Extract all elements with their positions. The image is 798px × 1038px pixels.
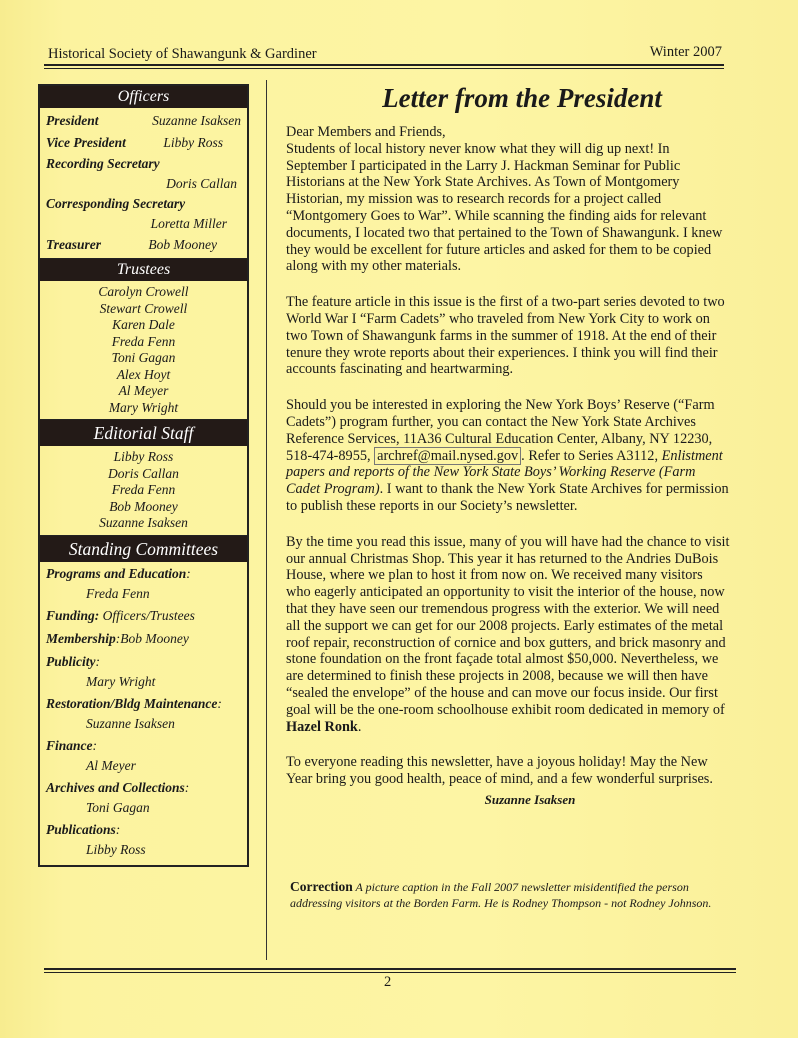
committee-member: Al Meyer <box>86 757 136 773</box>
paragraph-text: By the time you read this issue, many of you will have had the chance to visit our annual Christmas Shop. This year it has returned to the Andries DuBois House, where we plan to host it from now on. We received many visitors who eagerly anticipated an opportunity to visit the interior of the house, now that they have seen our tremendous progress with the exterior. We will need all the support we can get for our 2008 projects. Early estimates of the metal roof repair, reconstruction of cornice and box gutters, and brick masonry and stone foundation on the front façade total almost $50,000. Nevertheless, we are determined to finish these projects in 2008, because we will then have “sealed the envelope” of the house and can move our focus inside. Our first goal will be the one-room schoolhouse exhibit room dedicated in memory of <box>286 533 730 718</box>
archives-email-link[interactable]: archref@mail.nysed.gov <box>374 447 521 465</box>
committee-restoration <box>46 694 241 733</box>
editor-name: Suzanne Isaksen <box>99 515 188 530</box>
page-number: 2 <box>384 974 392 990</box>
officer-role: Vice President <box>46 135 126 150</box>
officer-role: President <box>46 113 99 128</box>
header-rule <box>44 64 724 66</box>
committee-colon: : <box>186 565 191 581</box>
trustee-name: Al Meyer <box>118 383 169 398</box>
correction-notice <box>290 879 732 911</box>
officer-name: Suzanne Isaksen <box>152 113 241 128</box>
committee-membership <box>46 629 241 649</box>
correction-text: A picture caption in the Fall 2007 newsletter misidentified the person addressing visitors at the Borden Farm. He is Rodney Thompson - not Rodney Johnson. <box>290 880 712 910</box>
committee-member: Suzanne Isaksen <box>86 715 175 731</box>
letter-paragraph: To everyone reading this newsletter, have a joyous holiday! May the New Year bring you good health, peace of mind, and a few wonderful surprises. <box>286 754 713 788</box>
officer-role: Recording Secretary <box>46 156 160 171</box>
committee-member: Mary Wright <box>86 673 156 689</box>
officer-name: Bob Mooney <box>148 237 217 252</box>
editor-name: Bob Mooney <box>109 498 178 514</box>
committee-member: Toni Gagan <box>86 799 150 815</box>
letter-paragraph <box>286 397 730 515</box>
editor-name: Freda Fenn <box>111 482 176 497</box>
committee-label: Finance <box>46 737 93 753</box>
letter-greeting: Dear Members and Friends, <box>286 124 446 140</box>
editor-name: Libby Ross <box>113 449 174 464</box>
letter-signature: Suzanne Isaksen <box>484 791 576 807</box>
editorial-list <box>40 446 247 536</box>
paragraph-text: . Refer to Series A3112, <box>521 447 659 464</box>
committee-programs <box>46 564 241 603</box>
committee-funding <box>46 606 241 626</box>
committee-member: Officers/Trustees <box>102 607 195 623</box>
committee-label: Restoration/Bldg Maintenance <box>46 695 218 711</box>
trustee-name: Toni Gagan <box>111 350 176 365</box>
editorial-heading: Editorial Staff <box>40 420 247 446</box>
officer-name: Libby Ross <box>163 135 223 150</box>
trustee-name: Karen Dale <box>112 317 175 332</box>
editor-name: Doris Callan <box>108 465 179 481</box>
trustee-name: Alex Hoyt <box>116 366 171 382</box>
correction-label: Correction <box>290 879 353 894</box>
officer-row <box>46 110 241 132</box>
footer-rule <box>44 968 736 970</box>
footer-rule-thin <box>44 972 736 973</box>
committee-label: Archives and Collections <box>46 779 185 795</box>
officer-role: Corresponding Secretary <box>46 196 186 211</box>
column-divider <box>266 80 267 960</box>
committee-colon: : <box>115 821 121 837</box>
officers-list <box>40 108 247 259</box>
committee-member: :Bob Mooney <box>115 630 189 646</box>
committee-member: Libby Ross <box>86 841 146 857</box>
letter-paragraph <box>286 534 730 736</box>
trustee-name: Freda Fenn <box>111 333 176 349</box>
committee-member: Freda Fenn <box>86 585 150 601</box>
committee-archives <box>46 778 241 817</box>
committee-colon: : <box>217 695 222 711</box>
letter-title: Letter from the President <box>382 83 662 113</box>
trustees-heading: Trustees <box>40 259 247 281</box>
committee-label: Membership <box>46 630 116 646</box>
trustee-name: Mary Wright <box>108 399 179 415</box>
society-name: Historical Society of Shawangunk & Gardiner <box>48 46 317 62</box>
committee-label: Publications <box>46 821 116 837</box>
sidebar-box <box>38 84 249 867</box>
committees-list <box>40 562 247 865</box>
officer-role: Treasurer <box>46 237 102 252</box>
committee-colon: : <box>92 737 98 753</box>
trustee-name: Stewart Crowell <box>99 300 188 316</box>
committee-publicity <box>46 652 241 691</box>
committee-finance <box>46 736 241 775</box>
letter-paragraph: The feature article in this issue is the first of a two-part series devoted to two World War I “Farm Cadets” who traveled from New York City to work on two Town of Shawangunk farms in the summer of 1918. At the end of their tenure they wrote reports about their experiences. I think you will find their accounts fascinating and heartwarming. <box>286 294 725 378</box>
committee-colon: : <box>184 779 190 795</box>
committee-label: Programs and Education <box>46 565 187 581</box>
issue-date: Winter 2007 <box>649 44 722 60</box>
paragraph-text: . <box>357 718 362 735</box>
paragraph-text: . I want to thank the New York State Archives for permission to publish these reports in our Society’s newsletter. <box>286 481 729 514</box>
committee-label: Publicity <box>46 653 96 669</box>
trustees-list <box>40 281 247 420</box>
letter-paragraph: Students of local history never know what they will dig up next! In September I participated in the Larry J. Hackman Seminar for Public Historians at the New York State Archives. As Town of Montgomery Historian, my mission was to research records for a project called “Montgomery Goes to War”. While scanning the finding aids for relevant documents, I located two that pertained to the Town of Shawangunk. I knew they would be excellent for future articles and asked for them to be copied along with my other materials. <box>286 140 723 275</box>
officer-name: Loretta Miller <box>150 216 227 231</box>
trustee-name: Carolyn Crowell <box>98 284 189 299</box>
memorial-name: Hazel Ronk <box>286 718 358 735</box>
letter-column <box>286 80 730 808</box>
committee-colon: : <box>95 653 100 669</box>
series-title: Enlistment papers and reports of the New York State Boys’ Working Reserve (Farm Cadet Program) <box>286 447 723 498</box>
officer-name: Doris Callan <box>166 176 237 191</box>
officers-heading: Officers <box>40 86 247 108</box>
paragraph-text: Should you be interested in exploring the New York Boys’ Reserve (“Farm Cadets”) program further, you can contact the New York State Archives Reference Services, 11A36 Cultural Education Center, Albany, NY 12230, 518-474-8955, <box>286 397 715 464</box>
officer-row <box>46 132 241 154</box>
committee-label: Funding: <box>46 607 100 623</box>
header-rule-thin <box>44 68 724 69</box>
committees-heading: Standing Committees <box>40 536 247 562</box>
committee-publications <box>46 820 241 859</box>
officer-row <box>46 234 241 256</box>
